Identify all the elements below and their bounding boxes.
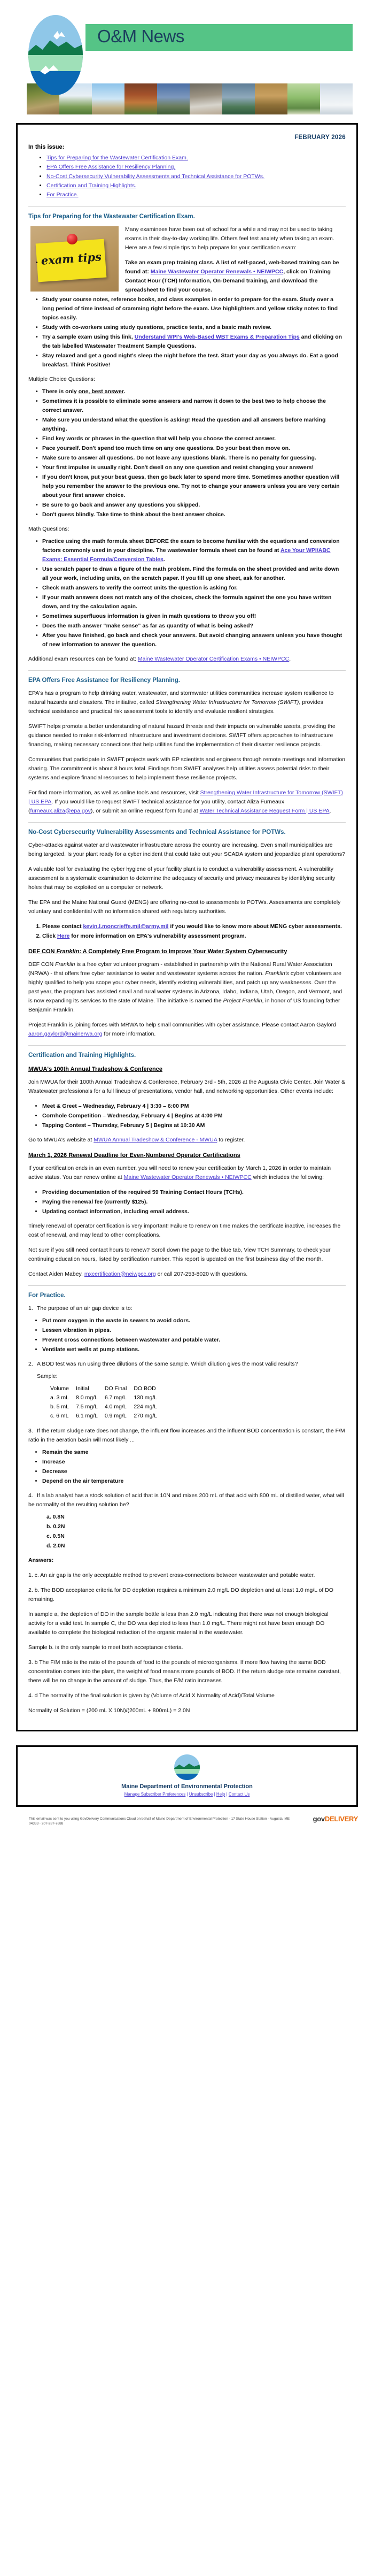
answer-2: 2. b. The BOD acceptance criteria for DO depletion requires a minimum 2.0 mg/L DO depletion and at least 1.0 mg/L of DO remaining. — [28, 1586, 333, 1603]
cell: 0.9 mg/L — [104, 1413, 127, 1420]
list-item: • Sometimes superfluous information is given in math questions to throw you off! — [36, 612, 346, 621]
toc-link-exam-tips[interactable]: Tips for Preparing for the Wastewater Certification Exam. — [46, 155, 188, 161]
divider — [28, 670, 346, 671]
photo-thumbnail — [222, 83, 255, 114]
practice-q4-options — [28, 1513, 346, 1551]
pushpin-icon — [67, 234, 77, 244]
list-item — [36, 323, 346, 332]
list-item — [36, 295, 346, 323]
list-item: c. 0.5N — [46, 1532, 65, 1539]
answer-4: 4. d The normality of the final solution is given by (Volume of Acid X Normality of Acid)/Total Volume — [28, 1692, 275, 1699]
footer-links: Manage Subscriber Preferences | Unsubscribe | Help | Contact Us — [124, 1791, 250, 1797]
link-swift-epa[interactable]: Strengthening Water Infrastructure for Tomorrow (SWIFT) | US EPA — [28, 789, 343, 805]
photo-thumbnail — [255, 83, 287, 114]
photo-thumbnail — [124, 83, 157, 114]
list-item — [42, 1102, 346, 1111]
list-item: a. 0.8N — [46, 1513, 65, 1520]
cell: 4.0 mg/L — [104, 1404, 127, 1410]
cell: 6.7 mg/L — [104, 1394, 127, 1401]
practice-q1-options — [28, 1316, 346, 1354]
mwua-events-list — [28, 1102, 346, 1130]
link-contact-us[interactable]: Contact Us — [228, 1791, 250, 1797]
swift-program-name: Strengthening Water Infrastructure for Tomorrow (SWIFT) — [155, 699, 299, 706]
footer-box — [16, 1745, 358, 1807]
list-item: • Updating contact information, including email address. — [42, 1207, 346, 1216]
epa-paragraph-4: For find more information, as well as online tools and resources, visit Strengthening Water Infrastructure for Tomorrow (SWIFT) | US EPA. If you would like to request SWIFT technical assistance for you utility, contact Aliza Furneaux (furneaux.aliza@epa.gov), or submit an online request form found at Water Technical Assistance Request Form | US EPA. — [28, 789, 343, 814]
list-item — [46, 172, 346, 181]
cell: a. 3 mL — [50, 1394, 69, 1401]
cyber-contact-list — [28, 922, 346, 941]
section-heading-epa-resiliency: EPA Offers Free Assistance for Resiliency Planning. — [28, 677, 180, 684]
exam-intro-paragraph: Many examinees have been out of school for a while and may not be used to taking exams in their day-to-day working life. Others feel test anxiety when taking an exam. Here are a few simple tips to help prepare for your certification exam: — [125, 226, 334, 251]
table-header-row — [43, 1384, 164, 1393]
cell: 130 mg/L — [134, 1394, 158, 1401]
col-header-initial: Initial — [76, 1385, 89, 1392]
divider — [28, 206, 346, 207]
renewal-paragraph-2: Timely renewal of operator certification is very important! Failure to renew on time makes the certificate inactive, increases the cost of renewal, and may lead to other complications. — [28, 1222, 341, 1238]
practice-q3-options — [28, 1448, 346, 1486]
footer — [0, 1745, 374, 1827]
emphasis-one-best-answer: one, best answer — [78, 388, 124, 395]
tip-text: Take an exam prep training class. A list of self-paced, web-based training can be found at: — [125, 259, 339, 275]
section-heading-cybersecurity: No-Cost Cybersecurity Vulnerability Assessments and Technical Assistance for POTWs. — [28, 829, 286, 835]
list-item: 1. Please contact kevin.l.moncrieffe.mil@army.mil if you would like to know more about MENG cyber assessments. — [42, 922, 346, 931]
cell — [43, 1412, 50, 1421]
toc-link-certification[interactable]: Certification and Training Highlights. — [46, 182, 137, 189]
list-item: • Lessen vibration in pipes. — [42, 1326, 346, 1335]
list-item: • Your first impulse is usually right. Don't dwell on any one question and resist changing your answers! — [36, 463, 346, 472]
epa-paragraph-3: Communities that participate in SWIFT projects work with EP scientists and engineers through remote meetings and information sharing. The commitment is about 8 hours total. Findings from SWIFT analyses help utilities assess potential risks to their systems and explore financial resources to help implement these resilience projects. — [28, 756, 346, 781]
renewal-paragraph-3: Not sure if you still need contact hours to renew? Scroll down the page to the blue tab, View TCH Summary, to check your continuing education hours, listed by certification number. This report is updated on the first business day of the month. — [28, 1246, 331, 1262]
subsection-heading-mwua-tradeshow: MWUA's 100th Annual Tradeshow & Conference — [28, 1065, 162, 1072]
list-item: • Pace yourself. Don't spend too much time on any one questions. Do your best then move on. — [36, 444, 346, 453]
list-item — [36, 258, 346, 295]
practice-question-4: 4. If a lab analyst has a stock solution of acid that is 10N and mixes 200 mL of that acid with 800 mL of distilled water, what will be normality of the resulting solution be? — [28, 1492, 344, 1508]
answer-4-calculation: Normality of Solution = (200 mL X 10N)/(200mL + 800mL) = 2.0N — [28, 1707, 190, 1714]
list-item: b. 0.2N — [46, 1523, 65, 1530]
table-row — [43, 1393, 164, 1402]
exam-tips-list — [28, 258, 346, 370]
list-item — [46, 163, 346, 172]
list-item: • Does the math answer “make sense” as far as quantity of what is being asked? — [36, 622, 346, 631]
link-wpi-sample-exam[interactable]: Understand WPI's Web-Based WBT Exams & Preparation Tips — [134, 333, 300, 340]
link-formula-tables[interactable]: Ace Your WPI/ABC Exams: Essential Formula/Conversion Tables — [42, 547, 331, 563]
list-item: • There is only one, best answer. — [36, 387, 346, 396]
practice-question-3: 3. If the return sludge rate does not change, the influent flow increases and the influent BOD concentration is constant, the F/M ratio in the aeration basin will most likely ... — [28, 1427, 345, 1443]
tip-text: Study your course notes, reference books, and class examples in order to prepare for the exam. Study over a long period of time instead of cramming right before the exam. Use highlighters and yellow sticky notes to find topics easily. — [42, 296, 338, 321]
department-name: Maine Department of Environmental Protection — [121, 1783, 253, 1790]
list-item — [42, 1121, 346, 1130]
link-neiwpcc-renewals-2[interactable]: Maine Wastewater Operator Renewals • NEIWPCC — [123, 1174, 252, 1180]
list-item: • Find key words or phrases in the question that will help you choose the correct answer. — [36, 434, 346, 443]
bod-sample-table — [43, 1384, 164, 1421]
answers-label: Answers: — [28, 1557, 54, 1563]
multiple-choice-label: Multiple Choice Questions: — [28, 375, 95, 382]
event-detail: – Wednesday, February 4 | Begins at 4:00 PM — [101, 1112, 223, 1119]
tip-text: Study with co-workers using study questions, practice tests, and a basic math review. — [42, 324, 272, 331]
practice-question-2: 2. A BOD test was run using three dilutions of the same sample. Which dilution gives the most valid results? — [28, 1360, 298, 1367]
epa-paragraph-2: SWIFT helps promote a better understanding of natural hazard threats and their impacts on vulnerable assets, providing the guidance needed to make risk-informed infrastructure and investment decisions. SWIFT offers approaches to infrastructure financing, making necessary connections that help utilities fund the implementation of their disaster resilience projects. — [28, 723, 336, 748]
col-header-blank — [43, 1384, 50, 1393]
link-water-ta-request-form[interactable]: Water Technical Assistance Request Form | US EPA — [199, 807, 330, 814]
photo-thumbnail — [320, 83, 353, 114]
list-item: • Providing documentation of the required 59 Training Contact Hours (TCHs). — [42, 1188, 346, 1197]
defcon-paragraph-1: DEF CON Franklin is a free cyber volunteer program - established in partnership with the National Rural Water Association (NRWA) - that offers free cyber assistance to water and wastewater systems across the nation. Franklin's cyber volunteers are highly qualified to help you scope your cyber needs, identify existing vulnerabilities, and patch up any weaknesses. Over the past year, the program has assisted small and rural water systems in Arizona, Idaho, Indiana, Utah, Oregon, and Vermont, and is now expanding its services to the state of Maine. The initiative is named the Project Franklin, in honor of US founding father Benjamin Franklin. — [28, 961, 342, 1013]
renewal-paragraph-1: If your certification ends in an even number, you will need to renew your certification by March 1, 2026 in order to maintain active status. You can renew online at Maine Wastewater Operator Renewals • NEIWPCC which includes the following: — [28, 1164, 331, 1180]
toc-link-epa-resiliency[interactable]: EPA Offers Free Assistance for Resiliency Planning. — [46, 164, 176, 171]
col-header-volume: Volume — [50, 1385, 69, 1392]
toc-link-for-practice[interactable]: For Practice. — [46, 191, 79, 198]
sample-label: Sample: — [37, 1373, 58, 1379]
section-heading-certification-training: Certification and Training Highlights. — [28, 1052, 136, 1059]
defcon-paragraph-2: Project Franklin is joining forces with MRWA to help small communities with cyber assistance. Please contact Aaron Gaylord aaron.gaylord@mainerwa.org for more information. — [28, 1021, 336, 1037]
mwua-register-paragraph: Go to MWUA's website at MWUA Annual Tradeshow & Conference - MWUA to register. — [28, 1136, 245, 1143]
multiple-choice-tips-list — [28, 387, 346, 519]
list-item — [46, 154, 346, 163]
list-item: • Be sure to go back and answer any questions you skipped. — [36, 501, 346, 510]
list-item: • Put more oxygen in the waste in sewers to avoid odors. — [42, 1316, 346, 1325]
link-email-certification[interactable]: mxcertification@neiwpcc.org — [84, 1270, 156, 1277]
list-item: • Increase — [42, 1458, 346, 1467]
list-item — [46, 190, 346, 200]
list-item: • Paying the renewal fee (currently $125). — [42, 1198, 346, 1207]
event-name: Cornhole Competition — [42, 1112, 102, 1119]
cell: 8.0 mg/L — [76, 1394, 98, 1401]
cell: 7.5 mg/L — [76, 1404, 98, 1410]
subsection-heading-renewal-deadline: March 1, 2026 Renewal Deadline for Even-Numbered Operator Certifications — [28, 1152, 240, 1159]
issue-date: FEBRUARY 2026 — [294, 134, 346, 141]
cell: 6.1 mg/L — [76, 1413, 98, 1420]
cell: 224 mg/L — [134, 1404, 158, 1410]
list-item: • Depend on the air temperature — [42, 1477, 346, 1486]
maine-dep-footer-logo-icon — [174, 1754, 200, 1780]
in-this-issue-label: In this issue: — [28, 144, 65, 150]
epa-paragraph-1: EPA's has a program to help drinking water, wastewater, and stormwater utilities communities increase system resilience to natural hazards and disasters. The initiative, called Strengthening Water Infrastructure for Tomorrow (SWIFT), provides technical assistance and practical risk assessment tools to identify and evaluate resilient strategies. — [28, 689, 334, 715]
maine-dep-logo-icon — [28, 15, 83, 95]
list-item: • Ventilate wet wells at pump stations. — [42, 1345, 346, 1354]
cell: b. 5 mL — [50, 1404, 69, 1410]
govdelivery-bar — [16, 1811, 358, 1827]
list-item: d. 2.0N — [46, 1542, 65, 1549]
tip-text: Stay relaxed and get a good night's sleep the night before the test. Start your day as you always do. Eat a good breakfast. Think Positive! — [42, 352, 338, 368]
cell — [43, 1402, 50, 1412]
section-heading-for-practice: For Practice. — [28, 1292, 66, 1299]
photo-thumbnail — [92, 83, 124, 114]
tip-text: Try a sample exam using this link, — [42, 333, 135, 340]
exam-tips-caption: exam tips — [41, 249, 102, 267]
mwua-paragraph: Join MWUA for their 100th Annual Tradeshow & Conference, February 3rd - 5th, 2026 at the Augusta Civic Center. Join Water & Wastewater professionals for a full lineup of presentations, vendor hall, and networking opportunities. Other events include: — [28, 1078, 346, 1094]
link-manage-preferences[interactable]: Manage Subscriber Preferences — [124, 1791, 186, 1797]
answer-2-conclusion: Sample b. is the only sample to meet both acceptance criteria. — [28, 1644, 183, 1651]
event-detail: – Thursday, February 5 | Begins at 10:30 AM — [86, 1122, 205, 1129]
math-questions-label: Math Questions: — [28, 525, 69, 532]
list-item — [46, 181, 346, 190]
col-header-do-final: DO Final — [104, 1385, 127, 1392]
renewal-paragraph-4: Contact Aiden Mabey, mxcertification@neiwpcc.org or call 207-253-8020 with questions. — [28, 1270, 248, 1277]
list-item: • Don't guess blindly. Take time to think about the best answer choice. — [36, 510, 346, 519]
renewal-requirements-list — [28, 1188, 346, 1216]
cyber-paragraph-2: A valuable tool for evaluating the cyber hygiene of your facility plant is to conduct a vulnerability assessment. A vulnerability assessment is a systematic examination to determine the adequacy of security and privacy measures by identifying security holes that may be exploited on a computer or network. — [28, 865, 336, 891]
table-of-contents — [28, 154, 346, 200]
answer-1: 1. c. An air gap is the only acceptable method to prevent cross-connections between wastewater and potable water. — [28, 1571, 315, 1578]
event-detail: – Wednesday, February 4 | 3:30 – 6:00 PM — [76, 1102, 189, 1109]
list-item: • Use scratch paper to draw a figure of the math problem. Find the formula on the sheet provided and write down all your work, including units, on the scratch paper. If you fill up one sheet, ask for another. — [36, 565, 346, 583]
photo-thumbnail — [157, 83, 190, 114]
list-item — [36, 333, 346, 351]
answer-2-explanation: In sample a, the depletion of DO in the sample bottle is less than 2.0 mg/L indicating that there was not enough biological activity for a valid test. In sample C, the DO was depleted to less than 1.0 mg/L. There might not have been enough DO available to complete the biological reduction of the organic material in the wastewater. — [28, 1611, 329, 1636]
answer-3: 3. b The F/M ratio is the ratio of the pounds of food to the pounds of microorganisms. If more flow having the same BOD concentration comes into the plant, the weight of food means more pounds of BOD. If the return sludge rate remains constant, there will be no change in the amount of sludge. Thus, the F/M ratio increases — [28, 1659, 341, 1684]
cell — [43, 1393, 50, 1402]
photo-thumbnail — [190, 83, 222, 114]
tip-text-cont: , click on Training Contact Hour (TCH) Information, On-Demand training, and download the spreadsheet to find your course. — [125, 268, 331, 293]
divider — [28, 1045, 346, 1046]
link-exam-resources[interactable]: Maine Wastewater Operator Certification Exams • NEIWPCC — [137, 655, 290, 662]
masthead — [0, 0, 374, 80]
list-item: • Decrease — [42, 1467, 346, 1476]
list-item: • Remain the same — [42, 1448, 346, 1457]
list-item: • Prevent cross connections between wastewater and potable water. — [42, 1336, 346, 1345]
newsletter-body — [16, 123, 358, 1731]
table-row — [43, 1412, 164, 1421]
subsection-heading-defcon-franklin: DEF CON Franklin: A Completely Free Program to Improve Your Water System Cybersecurity — [28, 948, 287, 955]
cell: 270 mg/L — [134, 1413, 158, 1420]
page-title: O&M News — [97, 26, 184, 46]
event-name: Tapping Contest — [42, 1122, 87, 1129]
link-epa-va-program[interactable]: Here — [57, 932, 70, 939]
list-item: • Make sure to answer all questions. Do not leave any questions blank. There is no penalty for guessing. — [36, 454, 346, 463]
govdelivery-logo: govDELIVERY — [313, 1814, 358, 1823]
list-item: 2. Click Here for more information on EPA's vulnerability assessment program. — [42, 932, 346, 941]
list-item: • Practice using the math formula sheet BEFORE the exam to become familiar with the equations and conversion factors commonly used in your discipline. The wastewater formula sheet can be found at Ace Your WPI/ABC Exams: Essential Formula/Conversion Tables. — [36, 537, 346, 564]
list-item — [36, 351, 346, 370]
list-item: • If your math answers does not match any of the choices, check the formula against the one you have written down, and try the calculation again. — [36, 593, 346, 611]
cell: c. 6 mL — [50, 1413, 69, 1420]
cyber-paragraph-3: The EPA and the Maine National Guard (MENG) are offering no-cost to assessments to POTWs. Assessments are completely voluntary and confidential with no information shared with regulatory authorities. — [28, 899, 341, 915]
link-neiwpcc-renewals[interactable]: Maine Wastewater Operator Renewals • NEIWPCC — [150, 268, 284, 275]
math-tips-list — [28, 537, 346, 649]
list-item: • Sometimes it is possible to eliminate some answers and narrow it down to the best two to help choose the correct answer. — [36, 397, 346, 415]
list-item — [42, 1111, 346, 1121]
divider — [28, 822, 346, 823]
list-item: • Make sure you understand what the question is asking! Read the question and all answers before marking anything. — [36, 416, 346, 434]
photo-thumbnail — [287, 83, 320, 114]
section-heading-exam-tips: Tips for Preparing for the Wastewater Certification Exam. — [28, 213, 195, 220]
link-email-moncrieffe[interactable]: kevin.l.moncrieffe.mil@army.mil — [83, 923, 169, 930]
link-help[interactable]: Help — [216, 1791, 225, 1797]
list-item: • If you don't know, put your best guess, then go back later to spend more time. Sometimes another question will help you remember the answer to the previous one. Try not to change your answers unless you are very certain about your first answer choice. — [36, 473, 346, 500]
link-unsubscribe[interactable]: Unsubscribe — [189, 1791, 213, 1797]
toc-link-cybersecurity[interactable]: No-Cost Cybersecurity Vulnerability Assessments and Technical Assistance for POTWs. — [46, 173, 264, 180]
link-mwua-tradeshow[interactable]: MWUA Annual Tradeshow & Conference - MWUA — [94, 1136, 217, 1143]
col-header-do-bod: DO BOD — [134, 1385, 156, 1392]
cyber-paragraph-1: Cyber-attacks against water and wastewater infrastructure across the country are increasing. Even small municipalities are being targeted. Is your plant ready for a cyber incident that could take out your SCADA system and jeopardize plant operations? — [28, 841, 346, 857]
divider — [28, 1285, 346, 1286]
list-item: • After you have finished, go back and check your answers. But avoid changing answers unless you have thought of new information to answer the question. — [36, 631, 346, 649]
table-row — [43, 1402, 164, 1412]
link-email-gaylord[interactable]: aaron.gaylord@mainerwa.org — [28, 1030, 103, 1037]
tip-text-cont: and clicking on the tab labelled Wastewater Treatment Sample Questions. — [42, 333, 342, 349]
footer-disclaimer: This email was sent to you using GovDelivery Communications Cloud on behalf of Maine Department of Environmental Protection · 17 State House Station · Augusta, ME 04333 · 207-287-7688 — [29, 1816, 290, 1826]
link-email-furneaux[interactable]: furneaux.aliza@epa.gov — [30, 807, 91, 814]
practice-question-1: 1. The purpose of an air gap device is to: — [28, 1305, 133, 1312]
list-item: • Check math answers to verify the correct units the question is asking for. — [36, 584, 346, 593]
event-name: Meet & Greet — [42, 1102, 77, 1109]
exam-resources-paragraph: Additional exam resources can be found at: Maine Wastewater Operator Certification Exams • NEIWPCC. — [28, 655, 291, 662]
